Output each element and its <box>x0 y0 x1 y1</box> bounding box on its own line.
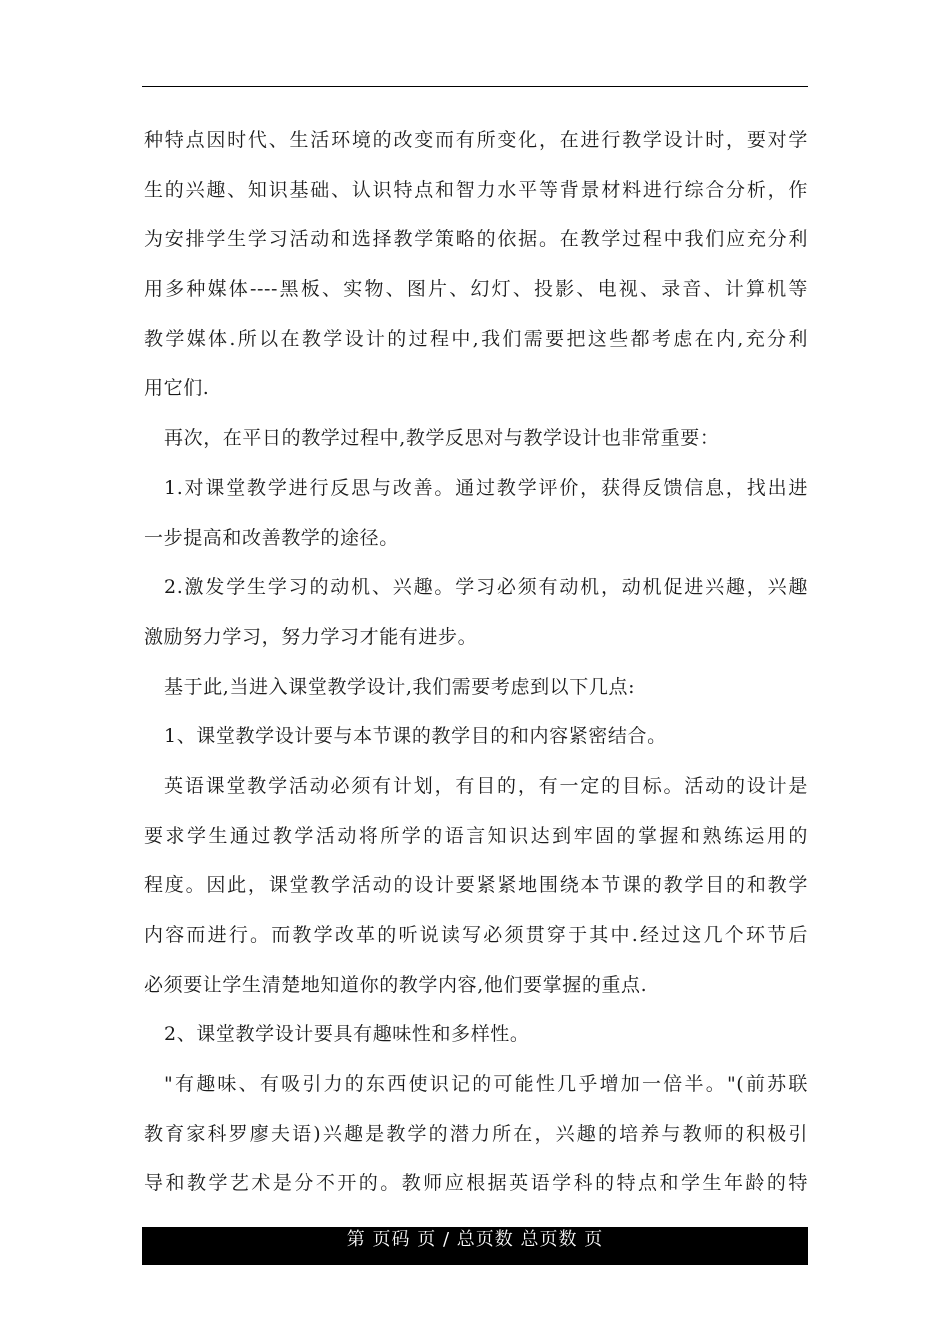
header-rule <box>142 86 808 87</box>
text-line: 基于此,当进入课堂教学设计,我们需要考虑到以下几点: <box>164 675 636 698</box>
text-line: 种特点因时代、生活环境的改变而有所变化，在进行教学设计时，要对学 <box>144 129 808 151</box>
text-line: 教学媒体.所以在教学设计的过程中,我们需要把这些都考虑在内,充分利 <box>144 327 808 350</box>
text-line: 内容而进行。而教学改革的听说读写必须贯穿于其中.经过这几个环节后 <box>144 924 808 946</box>
text-line: 2.激发学生学习的动机、兴趣。学习必须有动机，动机促进兴趣，兴趣 <box>164 576 808 599</box>
text-line: 2、课堂教学设计要具有趣味性和多样性。 <box>164 1023 530 1046</box>
text-line: 要求学生通过教学活动将所学的语言知识达到牢固的掌握和熟练运用的 <box>144 824 808 847</box>
text-line: "有趣味、有吸引力的东西使识记的可能性几乎增加一倍半。"(前苏联 <box>164 1073 808 1096</box>
text-line: 必须要让学生清楚地知道你的教学内容,他们要掌握的重点. <box>144 973 648 996</box>
text-line: 激励努力学习，努力学习才能有进步。 <box>144 625 478 648</box>
text-line: 英语课堂教学活动必须有计划，有目的，有一定的目标。活动的设计是 <box>164 774 808 797</box>
page-number-text: 第 页码 页 / 总页数 总页数 页 <box>346 1229 604 1250</box>
text-line: 再次，在平日的教学过程中,教学反思对与教学设计也非常重要： <box>164 427 720 450</box>
text-line: 导和教学艺术是分不开的。教师应根据英语学科的特点和学生年龄的特 <box>144 1172 808 1195</box>
text-line: 用它们. <box>144 377 210 400</box>
text-line: 用多种媒体----黑板、实物、图片、幻灯、投影、电视、录音、计算机等 <box>144 278 808 301</box>
text-line: 一步提高和改善教学的途径。 <box>144 526 399 549</box>
text-line: 生的兴趣、知识基础、认识特点和智力水平等背景材料进行综合分析，作 <box>144 178 808 201</box>
page-footer <box>142 1227 808 1265</box>
text-line: 为安排学生学习活动和选择教学策略的依据。在教学过程中我们应充分利 <box>144 228 808 251</box>
text-line: 程度。因此，课堂教学活动的设计要紧紧地围绕本节课的教学目的和教学 <box>144 874 808 897</box>
document-body <box>144 116 808 1209</box>
text-line: 教育家科罗廖夫语)兴趣是教学的潜力所在，兴趣的培养与教师的积极引 <box>144 1122 808 1145</box>
text-line: 1.对课堂教学进行反思与改善。通过教学评价，获得反馈信息，找出进 <box>164 476 808 499</box>
text-line: 1、课堂教学设计要与本节课的教学目的和内容紧密结合。 <box>164 725 667 748</box>
